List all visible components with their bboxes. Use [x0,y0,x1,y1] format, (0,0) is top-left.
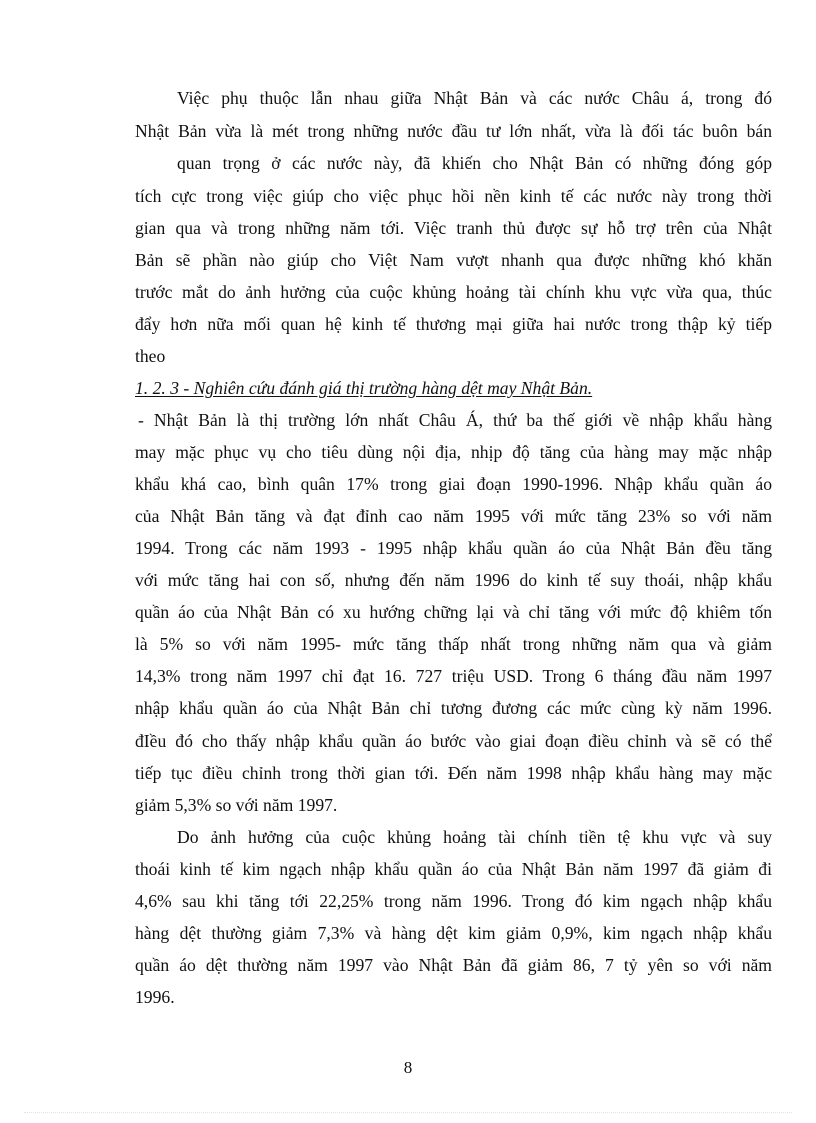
paragraph-line: với mức tăng hai con số, nhưng đến năm 1996 do kinh tế suy thoái, nhập khẩu [135,570,772,590]
paragraph-line: 4,6% sau khi tăng tới 22,25% trong năm 1996. Trong đó kim ngạch nhập khẩu [135,891,772,911]
paragraph-line: 1994. Trong các năm 1993 - 1995 nhập khẩu quần áo của Nhật Bản đều tăng [135,538,772,558]
paragraph-line: Do ảnh hưởng của cuộc khủng hoảng tài chính tiền tệ khu vực và suy [177,827,772,847]
paragraph-line: tích cực trong việc giúp cho việc phục hồi nền kinh tế các nước này trong thời [135,186,772,206]
paragraph-line: 1996. [135,987,175,1007]
paragraph-line: nhập khẩu quần áo của Nhật Bản chỉ tương đương các mức cùng kỳ năm 1996. [135,698,772,718]
paragraph-line: giảm 5,3% so với năm 1997. [135,795,338,815]
paragraph-line: may mặc phục vụ cho tiêu dùng nội địa, nhịp độ tăng của hàng may mặc nhập [135,442,772,462]
paragraph-line: quần áo của Nhật Bản có xu hướng chững lại và chỉ tăng với mức độ khiêm tốn [135,602,772,622]
paragraph-line: - Nhật Bản là thị trường lớn nhất Châu Á, thứ ba thế giới về nhập khẩu hàng [138,410,772,430]
page-number: 8 [403,1058,413,1077]
section-heading: 1. 2. 3 - Nghiên cứu đánh giá thị trường hàng dệt may Nhật Bản. [135,378,593,398]
paragraph-line: quan trọng ở các nước này, đã khiến cho Nhật Bản có những đóng góp [177,153,772,173]
paragraph-line: của Nhật Bản tăng và đạt đỉnh cao năm 1995 với mức tăng 23% so với năm [135,506,772,526]
paragraph-line: hàng dệt thường giảm 7,3% và hàng dệt kim giảm 0,9%, kim ngạch nhập khẩu [135,923,772,943]
paragraph-line: gian qua và trong những năm tới. Việc tranh thủ được sự hỗ trợ trên của Nhật [135,218,772,238]
paragraph-line: quần áo dệt thường năm 1997 vào Nhật Bản đã giảm 86, 7 tỷ yên so với năm [135,955,772,975]
paragraph-line: khẩu khá cao, bình quân 17% trong giai đoạn 1990-1996. Nhập khẩu quần áo [135,474,772,494]
paragraph-line: là 5% so với năm 1995- mức tăng thấp nhất trong những năm qua và giảm [135,634,772,654]
paragraph-line: thoái kinh tế kim ngạch nhập khẩu quần áo của Nhật Bản năm 1997 đã giảm đi [135,859,772,879]
paragraph-line: theo [135,346,166,366]
paragraph-line: tiếp tục điều chỉnh trong thời gian tới. Đến năm 1998 nhập khẩu hàng may mặc [135,763,772,783]
paragraph-line: Việc phụ thuộc lẫn nhau giữa Nhật Bản và các nước Châu á, trong đó [177,88,772,108]
paragraph-line: trước mắt do ảnh hưởng của cuộc khủng hoảng tài chính khu vực vừa qua, thúc [135,282,772,302]
footer-divider [24,1112,792,1113]
paragraph-line: 14,3% trong năm 1997 chỉ đạt 16. 727 triệu USD. Trong 6 tháng đầu năm 1997 [135,666,772,686]
paragraph-line: Bản sẽ phần nào giúp cho Việt Nam vượt nhanh qua được những khó khăn [135,250,772,270]
paragraph-line: Nhật Bản vừa là mét trong những nước đầu tư lớn nhất, vừa là đối tác buôn bán [135,121,772,141]
paragraph-line: đIều đó cho thấy nhập khẩu quần áo bước vào giai đoạn điều chỉnh và sẽ có thể [135,731,772,751]
paragraph-line: đẩy hơn nữa mối quan hệ kinh tế thương mại giữa hai nước trong thập kỷ tiếp [135,314,772,334]
